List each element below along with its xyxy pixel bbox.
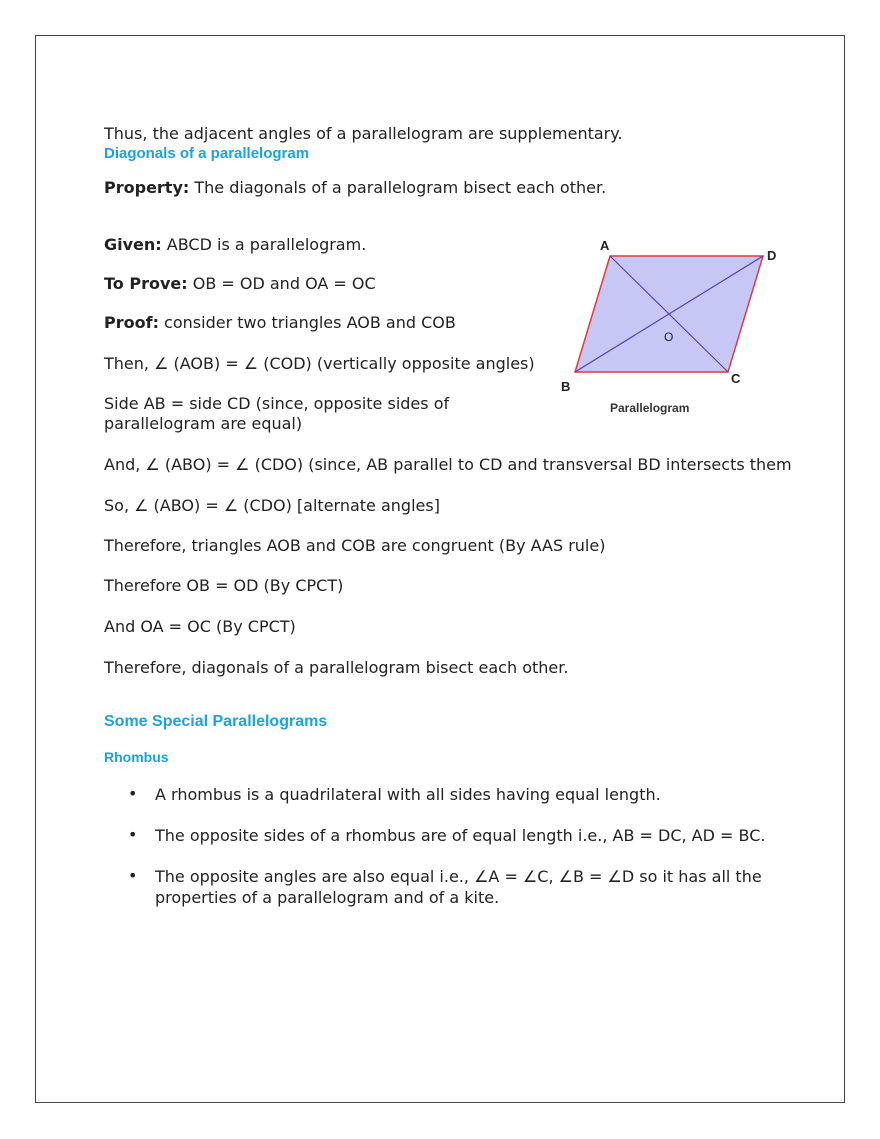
to-prove-label: To Prove:	[104, 274, 188, 293]
property-line	[104, 178, 606, 198]
given-label: Given:	[104, 235, 162, 254]
proof-step: Therefore OB = OD (By CPCT)	[104, 576, 344, 595]
vertex-label-c: C	[731, 371, 741, 386]
special-parallelograms-heading: Some Special Parallelograms	[104, 713, 328, 730]
rhombus-bullet: A rhombus is a quadrilateral with all sides having equal length.	[155, 785, 661, 804]
proof-line	[104, 313, 456, 333]
to-prove-line	[104, 274, 376, 294]
proof-step: Then, ∠ (AOB) = ∠ (COD) (vertically opposite angles)	[104, 354, 535, 373]
rhombus-heading: Rhombus	[104, 749, 169, 765]
bullet-glyph: •	[128, 866, 138, 885]
bullet-glyph: •	[128, 784, 138, 803]
rhombus-bullet: The opposite angles are also equal i.e., ∠A = ∠C, ∠B = ∠D so it has all the	[155, 867, 762, 886]
vertex-label-a: A	[600, 238, 610, 253]
given-line	[104, 235, 366, 255]
to-prove-text: OB = OD and OA = OC	[187, 274, 376, 293]
property-text: The diagonals of a parallelogram bisect each other.	[189, 178, 607, 197]
proof-label: Proof:	[104, 313, 159, 332]
diagonals-heading: Diagonals of a parallelogram	[104, 145, 310, 162]
proof-text: consider two triangles AOB and COB	[158, 313, 456, 332]
proof-step: So, ∠ (ABO) = ∠ (CDO) [alternate angles]	[104, 496, 440, 515]
proof-step: Therefore, diagonals of a parallelogram bisect each other.	[104, 658, 569, 677]
rhombus-bullet-continued: properties of a parallelogram and of a kite.	[155, 888, 500, 907]
proof-step: parallelogram are equal)	[104, 414, 303, 433]
given-text: ABCD is a parallelogram.	[161, 235, 367, 254]
figure-caption: Parallelogram	[610, 401, 690, 415]
proof-step: And OA = OC (By CPCT)	[104, 617, 296, 636]
property-label: Property:	[104, 178, 190, 197]
proof-step: Side AB = side CD (since, opposite sides of	[104, 394, 450, 413]
bullet-glyph: •	[128, 825, 138, 844]
proof-step: And, ∠ (ABO) = ∠ (CDO) (since, AB parallel to CD and transversal BD intersects them	[104, 455, 792, 474]
vertex-label-o: O	[664, 330, 674, 344]
rhombus-bullet: The opposite sides of a rhombus are of equal length i.e., AB = DC, AD = BC.	[155, 826, 766, 845]
proof-step: Therefore, triangles AOB and COB are congruent (By AAS rule)	[104, 536, 606, 555]
parallelogram-figure	[553, 236, 783, 426]
intro-line: Thus, the adjacent angles of a parallelogram are supplementary.	[104, 124, 623, 143]
vertex-label-b: B	[561, 379, 571, 394]
vertex-label-d: D	[767, 248, 777, 263]
